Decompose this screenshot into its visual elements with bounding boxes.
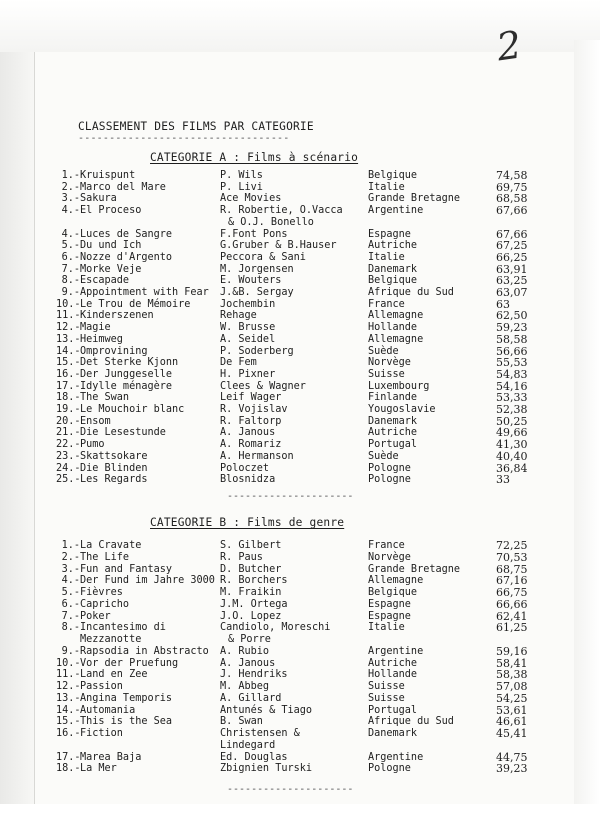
film-director: A. Romariz	[220, 439, 282, 451]
film-director: P. Wils	[220, 170, 263, 181]
film-score: 66,66	[496, 597, 528, 611]
film-score: 58,41	[496, 656, 528, 670]
film-score: 36,84	[496, 461, 528, 475]
film-title: Du und Ich	[80, 240, 142, 252]
handwritten-page-number: 2	[494, 22, 525, 70]
rank-number: 24.-	[56, 462, 81, 474]
film-country: Espagne	[368, 598, 411, 610]
film-country: Italie	[368, 181, 405, 193]
film-title: Magie	[80, 322, 111, 334]
category-b-closing-rule: ---------------------	[227, 784, 354, 795]
rank-number: 25.-	[56, 474, 81, 486]
rank-number: 20.-	[56, 415, 81, 427]
film-director: R. Borchers	[220, 575, 288, 587]
film-country: Danemark	[368, 263, 418, 275]
film-score: 74,58	[496, 169, 528, 182]
rank-number: 4.-	[61, 205, 80, 217]
rank-number: 6.-	[61, 251, 80, 263]
document-title: CLASSEMENT DES FILMS PAR CATEGORIE	[78, 120, 314, 133]
rank-number: 14.-	[56, 345, 81, 357]
film-title: Kruispunt	[80, 170, 136, 181]
film-country: Belgique	[368, 275, 418, 287]
film-country: Finlande	[368, 392, 418, 404]
rank-number: 2.-	[61, 551, 80, 563]
film-country: Portugal	[368, 704, 418, 716]
film-director: A. Janous	[220, 657, 276, 669]
rank-number: 4.-	[61, 228, 80, 240]
film-country: Hollande	[368, 322, 418, 334]
rank-number: 17.-	[56, 751, 81, 763]
film-director: A. Rubio	[220, 645, 270, 657]
film-title: Pumo	[80, 439, 105, 451]
film-title: Nozze d'Argento	[80, 251, 173, 263]
film-title: The Swan	[80, 392, 130, 404]
film-score: 58,58	[496, 332, 528, 346]
film-title: Marea Baja	[80, 751, 142, 763]
rank-number: 17.-	[56, 380, 81, 392]
film-director: B. Swan	[220, 716, 263, 728]
film-score: 63,07	[496, 286, 528, 299]
film-director: De Fem	[220, 357, 257, 369]
film-score: 58,38	[496, 668, 528, 682]
film-title: Morke Veje	[80, 263, 142, 275]
film-country: Danemark	[368, 728, 418, 739]
film-director-continuation: Lindegard	[220, 739, 276, 751]
film-director: Jochembin	[220, 298, 276, 310]
film-title: Luces de Sangre	[80, 228, 173, 240]
film-director: M. Fraikin	[220, 587, 282, 598]
title-underline-rule: ----------------------------------	[78, 133, 290, 144]
scan-margin-bottom	[0, 804, 600, 826]
rank-number: 11.-	[56, 310, 81, 322]
rank-number: 10.-	[56, 657, 81, 669]
film-title: Der Fund im Jahre 3000	[80, 575, 215, 587]
film-director: R. Paus	[220, 551, 263, 563]
film-director: Leif Wager	[220, 392, 282, 404]
film-country: Grande Bretagne	[368, 193, 461, 205]
film-country: Belgique	[368, 587, 418, 598]
film-director: J.&B. Sergay	[220, 287, 294, 298]
film-country: Suisse	[368, 368, 405, 380]
film-score: 63,25	[496, 274, 528, 288]
rank-number: 6.-	[61, 598, 80, 610]
film-director: P. Soderberg	[220, 345, 294, 357]
film-director: A. Janous	[220, 427, 276, 439]
film-country: Allemagne	[368, 333, 424, 345]
film-score: 59,16	[496, 644, 528, 658]
rank-number: 3.-	[61, 193, 80, 205]
film-country: Pologne	[368, 474, 411, 486]
film-country: Suisse	[368, 681, 405, 692]
film-country: Belgique	[368, 170, 418, 181]
film-score: 46,61	[496, 715, 528, 729]
rank-number: 15.-	[56, 716, 81, 728]
rank-number: 2.-	[61, 181, 80, 193]
film-score: 41,30	[496, 438, 528, 452]
rank-number: 8.-	[61, 622, 80, 634]
film-score: 68,75	[496, 562, 528, 576]
film-country: Autriche	[368, 427, 418, 439]
film-director: P. Livi	[220, 181, 263, 193]
film-score: 45,41	[496, 727, 528, 740]
film-title: Omprovining	[80, 345, 148, 357]
rank-number: 13.-	[56, 692, 81, 704]
film-title: Fun and Fantasy	[80, 563, 173, 575]
film-score: 61,25	[496, 621, 528, 635]
film-score: 49,66	[496, 426, 528, 440]
film-country: Espagne	[368, 228, 411, 240]
film-score: 53,61	[496, 703, 528, 717]
rank-number: 9.-	[61, 287, 80, 298]
film-title: Marco del Mare	[80, 181, 166, 193]
film-director: R. Faltorp	[220, 415, 282, 427]
film-director: G.Gruber & B.Hauser	[220, 240, 337, 252]
rank-number: 9.-	[61, 645, 80, 657]
film-title: Ensom	[80, 415, 111, 427]
film-director: Antunés & Tiago	[220, 704, 313, 716]
rank-number: 5.-	[61, 587, 80, 598]
film-title: Der Junggeselle	[80, 368, 173, 380]
film-title: Poker	[80, 610, 111, 622]
film-director: R. Vojislav	[220, 404, 288, 415]
rank-number: 3.-	[61, 563, 80, 575]
film-score: 66,25	[496, 250, 528, 264]
film-score: 56,66	[496, 344, 528, 358]
film-country: Suisse	[368, 692, 405, 704]
film-title: El Proceso	[80, 205, 142, 217]
film-title: Fiction	[80, 728, 123, 739]
film-title: Capricho	[80, 598, 130, 610]
film-title: Appointment with Fear	[80, 287, 209, 298]
film-country: Allemagne	[368, 310, 424, 322]
film-country: Autriche	[368, 657, 418, 669]
film-country: Pologne	[368, 462, 411, 474]
film-country: Norvège	[368, 357, 411, 369]
film-country: Italie	[368, 622, 405, 634]
film-director: M. Abbeg	[220, 681, 270, 692]
rank-number: 19.-	[56, 404, 81, 415]
film-title: Automania	[80, 704, 136, 716]
film-country: Italie	[368, 251, 405, 263]
film-director: Christensen &	[220, 728, 300, 739]
film-title: The Life	[80, 551, 130, 563]
film-score: 70,53	[496, 550, 528, 564]
film-score: 67,66	[496, 227, 528, 241]
film-score: 72,25	[496, 539, 528, 552]
film-title: Det Sterke Kjonn	[80, 357, 179, 369]
film-director: Ed. Douglas	[220, 751, 288, 763]
film-score: 67,16	[496, 574, 528, 588]
film-score: 63	[496, 297, 510, 311]
film-title: Escapade	[80, 275, 130, 287]
film-score: 33	[496, 473, 510, 487]
film-country: Suède	[368, 345, 399, 357]
film-title: Idylle ménagère	[80, 380, 173, 392]
film-title: Rapsodia in Abstracto	[80, 645, 209, 657]
film-title: Die Blinden	[80, 462, 148, 474]
film-country: Autriche	[368, 240, 418, 252]
rank-number: 5.-	[61, 240, 80, 252]
film-director: Poloczet	[220, 462, 270, 474]
film-country: Pologne	[368, 763, 411, 775]
rank-number: 13.-	[56, 333, 81, 345]
film-country: Argentine	[368, 645, 424, 657]
scan-margin-left	[0, 52, 35, 826]
film-director-continuation: & Porre	[228, 634, 271, 645]
rank-number: 4.-	[61, 575, 80, 587]
film-country: Afrique du Sud	[368, 287, 454, 298]
film-score: 55,53	[496, 356, 528, 370]
film-score: 50,25	[496, 414, 528, 428]
film-title: Heimweg	[80, 333, 123, 345]
film-title: Vor der Pruefung	[80, 657, 179, 669]
film-title: Le Trou de Mémoire	[80, 298, 191, 310]
rank-number: 11.-	[56, 669, 81, 681]
film-director: W. Brusse	[220, 322, 276, 334]
rank-number: 10.-	[56, 298, 81, 310]
film-score: 62,50	[496, 309, 528, 323]
film-director: J. Hendriks	[220, 669, 288, 681]
film-country: Espagne	[368, 610, 411, 622]
film-title-continuation: Mezzanotte	[80, 634, 142, 645]
film-director: R. Robertie, O.Vacca	[220, 205, 343, 217]
film-director: Ace Movies	[220, 193, 282, 205]
film-score: 54,83	[496, 367, 528, 381]
film-director: A. Gillard	[220, 692, 282, 704]
film-title: Skattsokare	[80, 450, 148, 462]
film-title: La Mer	[80, 763, 117, 775]
rank-number: 1.-	[61, 170, 80, 181]
rank-number: 22.-	[56, 439, 81, 451]
film-director: E. Wouters	[220, 275, 282, 287]
film-score: 40,40	[496, 449, 528, 463]
film-country: Danemark	[368, 415, 418, 427]
film-score: 44,75	[496, 750, 528, 764]
film-country: Grande Bretagne	[368, 563, 461, 575]
rank-number: 12.-	[56, 681, 81, 692]
film-score: 69,75	[496, 180, 528, 194]
film-country: Hollande	[368, 669, 418, 681]
film-country: France	[368, 540, 405, 551]
film-score: 57,08	[496, 680, 528, 693]
rank-number: 7.-	[61, 610, 80, 622]
rank-number: 23.-	[56, 450, 81, 462]
film-score: 53,33	[496, 391, 528, 405]
film-director: Clees & Wagner	[220, 380, 306, 392]
film-director: J.O. Lopez	[220, 610, 282, 622]
film-director: M. Jorgensen	[220, 263, 294, 275]
rank-number: 14.-	[56, 704, 81, 716]
film-title: Passion	[80, 681, 123, 692]
film-title: Land en Zee	[80, 669, 148, 681]
film-country: France	[368, 298, 405, 310]
film-director: J.M. Ortega	[220, 598, 288, 610]
film-country: Allemagne	[368, 575, 424, 587]
film-director: H. Pixner	[220, 368, 276, 380]
film-country: Portugal	[368, 439, 418, 451]
rank-number: 16.-	[56, 728, 81, 739]
film-director: S. Gilbert	[220, 540, 282, 551]
film-title: Le Mouchoir blanc	[80, 404, 185, 415]
scan-margin-right	[574, 40, 600, 826]
rank-number: 15.-	[56, 357, 81, 369]
film-score: 67,66	[496, 204, 528, 218]
film-title: Sakura	[80, 193, 117, 205]
film-score: 54,25	[496, 691, 528, 705]
film-director: Candiolo, Moreschi	[220, 622, 331, 634]
category-a-closing-rule: ---------------------	[227, 491, 354, 502]
film-director: F.Font Pons	[220, 228, 288, 240]
film-country: Argentine	[368, 205, 424, 217]
film-score: 66,75	[496, 586, 528, 599]
film-director-continuation: & O.J. Bonello	[228, 216, 314, 228]
film-country: Luxembourg	[368, 380, 430, 392]
rank-number: 18.-	[56, 392, 81, 404]
film-title: Les Regards	[80, 474, 148, 486]
film-score: 67,25	[496, 239, 528, 253]
film-title: Incantesimo di	[80, 622, 166, 634]
rank-number: 1.-	[61, 540, 80, 551]
rank-number: 18.-	[56, 763, 81, 775]
film-score: 62,41	[496, 609, 528, 623]
film-director: A. Seidel	[220, 333, 276, 345]
film-title: Fièvres	[80, 587, 123, 598]
film-score: 63,91	[496, 262, 528, 276]
category-a-heading: CATEGORIE A : Films à scénario	[150, 151, 359, 164]
rank-number: 21.-	[56, 427, 81, 439]
film-country: Norvège	[368, 551, 411, 563]
film-score: 59,23	[496, 321, 528, 335]
film-director: D. Butcher	[220, 563, 282, 575]
film-country: Argentine	[368, 751, 424, 763]
rank-number: 8.-	[61, 275, 80, 287]
film-country: Suède	[368, 450, 399, 462]
film-title: Kinderszenen	[80, 310, 154, 322]
film-title: Die Lesestunde	[80, 427, 166, 439]
rank-number: 16.-	[56, 368, 81, 380]
film-score: 54,16	[496, 379, 528, 393]
film-director: A. Hermanson	[220, 450, 294, 462]
category-b-heading: CATEGORIE B : Films de genre	[150, 516, 345, 529]
film-director: Rehage	[220, 310, 257, 322]
rank-number: 7.-	[61, 263, 80, 275]
film-score: 52,38	[496, 403, 528, 416]
film-country: Afrique du Sud	[368, 716, 454, 728]
film-title: This is the Sea	[80, 716, 173, 728]
film-country: Yougoslavie	[368, 404, 436, 415]
film-title: La Cravate	[80, 540, 142, 551]
film-director: Peccora & Sani	[220, 251, 306, 263]
film-title: Angina Temporis	[80, 692, 173, 704]
film-director: Zbignien Turski	[220, 763, 313, 775]
rank-number: 12.-	[56, 322, 81, 334]
film-score: 68,58	[496, 192, 528, 206]
film-director: Blosnidza	[220, 474, 276, 486]
film-score: 39,23	[496, 762, 528, 776]
